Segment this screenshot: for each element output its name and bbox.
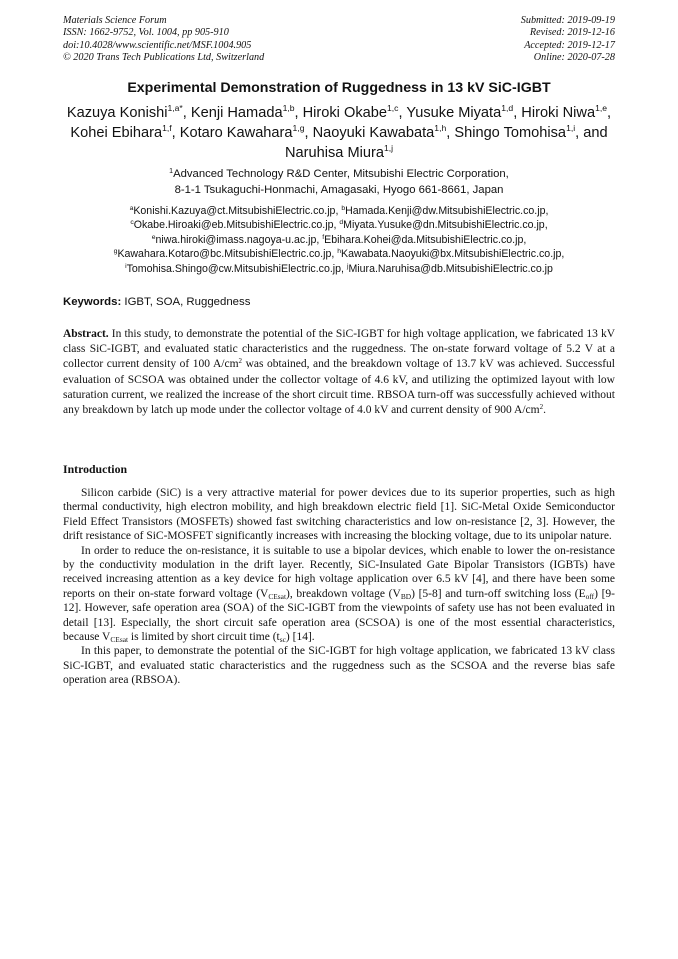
paper-title: Experimental Demonstration of Ruggedness in 13 kV SiC-IGBT <box>127 80 551 96</box>
abstract-text: . <box>543 404 546 417</box>
author-name: Hiroki Okabe <box>302 105 387 121</box>
email-line <box>20 247 658 261</box>
author <box>285 145 393 161</box>
author-name: Kotaro Kawahara <box>179 125 293 141</box>
author-affil-mark: 1,c <box>386 103 399 113</box>
email-mark: e <box>151 233 156 241</box>
author-separator: , <box>294 105 303 121</box>
date-submitted: Submitted: 2019-09-19 <box>520 15 615 26</box>
email-address: Hamada.Kenji@dw.MitsubishiElectric.co.jp, <box>345 205 549 217</box>
author <box>303 105 399 121</box>
email-address: Miyata.Yusuke@dn.MitsubishiElectric.co.jp, <box>343 219 548 232</box>
email-address: Konishi.Kazuya@ct.MitsubishiElectric.co.jp, <box>133 205 342 217</box>
publication-dates <box>521 15 615 65</box>
journal-copyright: © 2020 Trans Tech Publications Ltd, Switzerland <box>63 52 265 64</box>
email-mark: h <box>337 248 342 256</box>
author-name: Kenji Hamada <box>190 105 283 121</box>
email-address: niwa.hiroki@imass.nagoya-u.ac.jp, <box>155 233 323 246</box>
affiliation-line <box>30 166 648 182</box>
author-name: Yusuke Miyata <box>406 105 502 121</box>
abstract-sup: 2 <box>539 403 544 412</box>
affiliation-mark: 1 <box>169 168 174 175</box>
email-address: Kawabata.Naoyuki@bx.MitsubishiElectric.co.jp, <box>341 248 565 261</box>
affiliation-org: Advanced Technology R&D Center, Mitsubishi Electric Corporation, <box>173 168 509 180</box>
author <box>180 125 305 141</box>
email-mark: c <box>130 219 134 227</box>
author <box>521 105 607 121</box>
abstract-text: was obtained, and the breakdown voltage of 13.7 kV was achieved. Successful evaluation of SCSOA was obtained under the collector voltage of 4.6 kV, and utilizing the optimized layout with low saturation current, we realized the increase of the short circuit time. RBSOA turn-off was successfully achieved without any breakdown by latch up mode under the collector voltage of 4.0 kV and current density of 900 A/cm <box>63 358 615 417</box>
author <box>313 125 447 141</box>
email-mark: a <box>129 205 134 212</box>
journal-issn: ISSN: 1662-9752, Vol. 1004, pp 905-910 <box>63 27 229 39</box>
email-mark: d <box>339 219 344 227</box>
author-separator: , <box>398 105 407 121</box>
author-affil-mark: 1,d <box>501 103 514 113</box>
author-separator: , <box>446 125 455 141</box>
author-name: Naoyuki Kawabata <box>312 125 435 141</box>
email-line <box>20 233 658 247</box>
author-name: Hiroki Niwa <box>521 105 596 121</box>
keywords-label: Keywords: <box>63 296 122 308</box>
email-address: Tomohisa.Shingo@cw.MitsubishiElectric.co.jp, <box>126 262 347 275</box>
introduction-body <box>63 486 615 688</box>
affiliation <box>30 166 648 198</box>
author <box>191 105 295 121</box>
abstract-label: Abstract. <box>63 328 109 340</box>
email-line <box>20 262 658 276</box>
author-affil-mark: 1,h <box>434 123 447 133</box>
email-mark: i <box>125 262 127 270</box>
author <box>70 125 171 141</box>
author-affil-mark: 1,b <box>282 103 295 113</box>
email-address: Miura.Naruhisa@db.MitsubishiElectric.co.jp <box>348 262 553 275</box>
paragraph: Silicon carbide (SiC) is a very attractive material for power devices due to its superior properties, such as high thermal conductivity, high electron mobility, and high breakdown electric field [1]. SiC-Metal Oxide Semiconductor Field Effect Transistors (MOSFETs) showed fast switching characteristics and low on-resistance [2, 3]. However, the drift resistance of SiC-MOSFET significantly increases with increasing the blocking voltage, due to its unipolar nature. <box>63 487 615 543</box>
paragraph: In this paper, to demonstrate the potential of the SiC-IGBT for high voltage application, we fabricated 13 kV class SiC-IGBT, and evaluated static characteristics and the ruggedness such as the SCSOA and the reverse bias safe operation area (RBSOA). <box>63 645 615 687</box>
author <box>67 105 183 121</box>
email-list <box>20 204 658 276</box>
abstract-text: In this study, to demonstrate the potential of the SiC-IGBT for high voltage application, we fabricated 13 kV class SiC-IGBT, and evaluated static characteristics and the ruggedness. The on-state forward voltage of 5.2 V at a collector current density of 100 A/cm <box>63 328 615 371</box>
author-affil-mark: 1,j <box>383 143 394 153</box>
author-name: Kazuya Konishi <box>66 105 168 121</box>
keywords-text: IGBT, SOA, Ruggedness <box>121 296 251 308</box>
journal-info <box>63 15 264 65</box>
journal-name: Materials Science Forum <box>63 15 167 26</box>
author-affil-mark: 1,g <box>292 123 305 133</box>
email-address: Ebihara.Kohei@da.MitsubishiElectric.co.jp, <box>324 233 527 246</box>
author-separator: , and <box>575 125 608 141</box>
email-mark: g <box>113 248 118 256</box>
email-line <box>20 204 658 218</box>
author-affil-mark: 1,i <box>566 123 576 133</box>
author-separator: , <box>182 105 191 121</box>
affiliation-address: 8-1-1 Tsukaguchi-Honmachi, Amagasaki, Hyogo 661-8661, Japan <box>174 184 504 196</box>
author <box>406 105 513 121</box>
date-online: Online: 2020-07-28 <box>533 52 615 64</box>
email-mark: b <box>341 205 346 212</box>
email-mark: f <box>322 233 325 241</box>
author-name: Naruhisa Miura <box>284 145 384 161</box>
author-separator: , <box>171 125 180 141</box>
author-name: Shingo Tomohisa <box>454 125 567 141</box>
abstract <box>63 327 615 418</box>
keywords <box>63 296 615 308</box>
section-heading-introduction: Introduction <box>63 462 128 476</box>
author-separator: , <box>304 125 313 141</box>
author-affil-mark: 1,f <box>162 123 172 133</box>
abstract-sup: 2 <box>238 357 243 366</box>
email-mark: j <box>346 262 349 270</box>
author-affil-mark: 1,e <box>595 103 608 113</box>
paragraph: In order to reduce the on-resistance, it is suitable to use a bipolar devices, which enable to lower the on-resistance by the conductivity modulation in the drift layer. Recently, SiC-Insulated Gate Bipolar Transistors (IGBTs) have received increasing attention as a key device for high voltage application over 6.5 kV [4], and there have been some reports on their on-state forward voltage $(V_{CEsat})$, breakdown voltage $(V_{BD})$ [5-8] and turn-off switching loss $(E_{off})$ [9-12]. However, safe operation area (SOA) of the SiC-IGBT from the viewpoints of safety use has not been evaluated in detail [13]. Especially, the short circuit safe operation area (SCSOA) is one of the most essential characteristics, because $V_{CEsat}$ is limited by short circuit time $(t_{sc})$ [14]. <box>63 544 615 645</box>
author-separator: , <box>513 105 522 121</box>
author <box>454 125 575 141</box>
date-revised: Revised: 2019-12-16 <box>529 27 615 39</box>
date-accepted: Accepted: 2019-12-17 <box>524 39 615 51</box>
author-list <box>30 103 648 163</box>
author-name: Kohei Ebihara <box>70 125 163 141</box>
email-line <box>20 218 658 232</box>
email-address: Okabe.Hiroaki@eb.MitsubishiElectric.co.jp, <box>133 219 340 232</box>
email-address: Kawahara.Kotaro@bc.MitsubishiElectric.co.jp, <box>117 248 338 261</box>
journal-doi: doi:10.4028/www.scientific.net/MSF.1004.905 <box>63 39 252 51</box>
author-separator: , <box>607 105 612 121</box>
author-affil-mark: 1,a* <box>167 103 183 113</box>
